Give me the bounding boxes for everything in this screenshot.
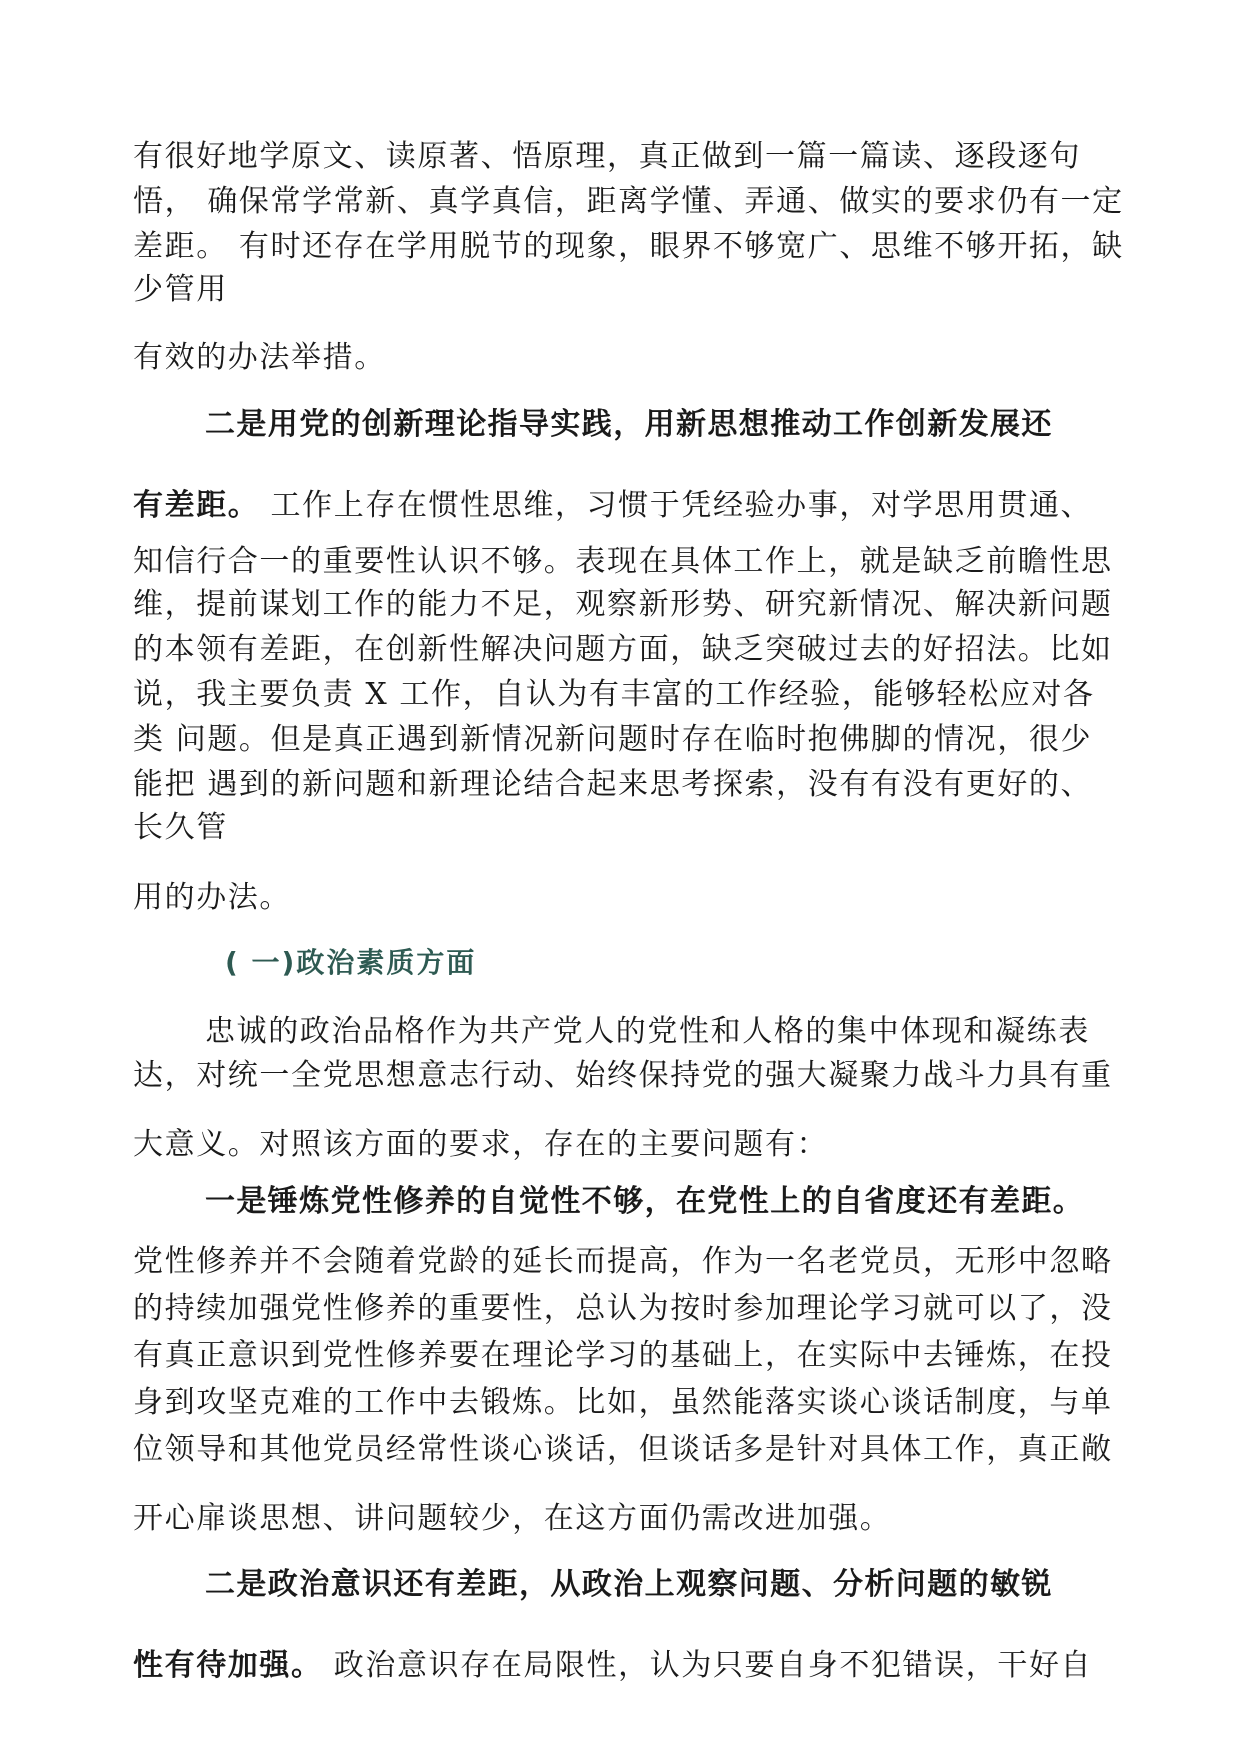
point-heading-tail: 有差距。 <box>133 488 260 523</box>
body-line: 用的办法。 <box>133 880 291 915</box>
body-line: 差距。 有时还存在学用脱节的现象，眼界不够宽广、思维不够开拓，缺 <box>133 229 1124 264</box>
body-line: 类 问题。但是真正遇到新情况新问题时存在临时抱佛脚的情况，很少 <box>133 722 1093 757</box>
body-line: 长久管 <box>133 810 228 845</box>
body-line: 位领导和其他党员经常性谈心谈话，但谈话多是针对具体工作，真正敞 <box>133 1432 1113 1467</box>
point-heading-tail: 性有待加强。 <box>133 1648 323 1683</box>
body-line: 悟， 确保常学常新、真学真信，距离学懂、弄通、做实的要求仍有一定 <box>133 184 1124 219</box>
body-line: 少管用 <box>133 272 228 307</box>
body-line: 的本领有差距，在创新性解决问题方面，缺乏突破过去的好招法。比如 <box>133 632 1113 667</box>
body-line: 有很好地学原文、读原著、悟原理，真正做到一篇一篇读、逐段逐句 <box>133 139 1081 174</box>
body-line: 维，提前谋划工作的能力不足，观察新形势、研究新情况、解决新问题 <box>133 587 1113 622</box>
point-heading: 一是锤炼党性修养的自觉性不够，在党性上的自省度还有差距。 <box>205 1184 1085 1219</box>
body-text: 工作上存在惯性思维，习惯于凭经验办事，对学思用贯通、 <box>259 488 1093 523</box>
body-line: 的持续加强党性修养的重要性，总认为按时参加理论学习就可以了，没 <box>133 1291 1113 1326</box>
body-text: 政治意识存在局限性，认为只要自身不犯错误，干好自 <box>322 1648 1093 1683</box>
section-heading: ( 一)政治素质方面 <box>225 946 477 979</box>
body-line: 能把 遇到的新问题和新理论结合起来思考探索，没有有没有更好的、 <box>133 767 1093 802</box>
body-line: 有真正意识到党性修养要在理论学习的基础上，在实际中去锤炼，在投 <box>133 1338 1113 1373</box>
body-line: 达，对统一全党思想意志行动、始终保持党的强大凝聚力战斗力具有重 <box>133 1058 1113 1093</box>
point-heading: 二是用党的创新理论指导实践，用新思想推动工作创新发展还 <box>205 407 1053 442</box>
body-line: 有效的办法举措。 <box>133 340 386 375</box>
body-line <box>133 486 1092 526</box>
body-line: 身到攻坚克难的工作中去锻炼。比如，虽然能落实谈心谈话制度，与单 <box>133 1385 1113 1420</box>
body-line: 说，我主要负责 X 工作，自认为有丰富的工作经验，能够轻松应对各 <box>133 677 1095 712</box>
body-line: 开心扉谈思想、讲问题较少，在这方面仍需改进加强。 <box>133 1501 892 1536</box>
body-line: 知信行合一的重要性认识不够。表现在具体工作上，就是缺乏前瞻性思 <box>133 544 1113 579</box>
body-line <box>133 1646 1092 1686</box>
body-line: 大意义。对照该方面的要求，存在的主要问题有： <box>133 1127 829 1162</box>
point-heading: 二是政治意识还有差距，从政治上观察问题、分析问题的敏锐 <box>205 1567 1053 1602</box>
body-line: 忠诚的政治品格作为共产党人的党性和人格的集中体现和凝练表 <box>205 1014 1090 1049</box>
body-line: 党性修养并不会随着党龄的延长而提高，作为一名老党员，无形中忽略 <box>133 1244 1113 1279</box>
